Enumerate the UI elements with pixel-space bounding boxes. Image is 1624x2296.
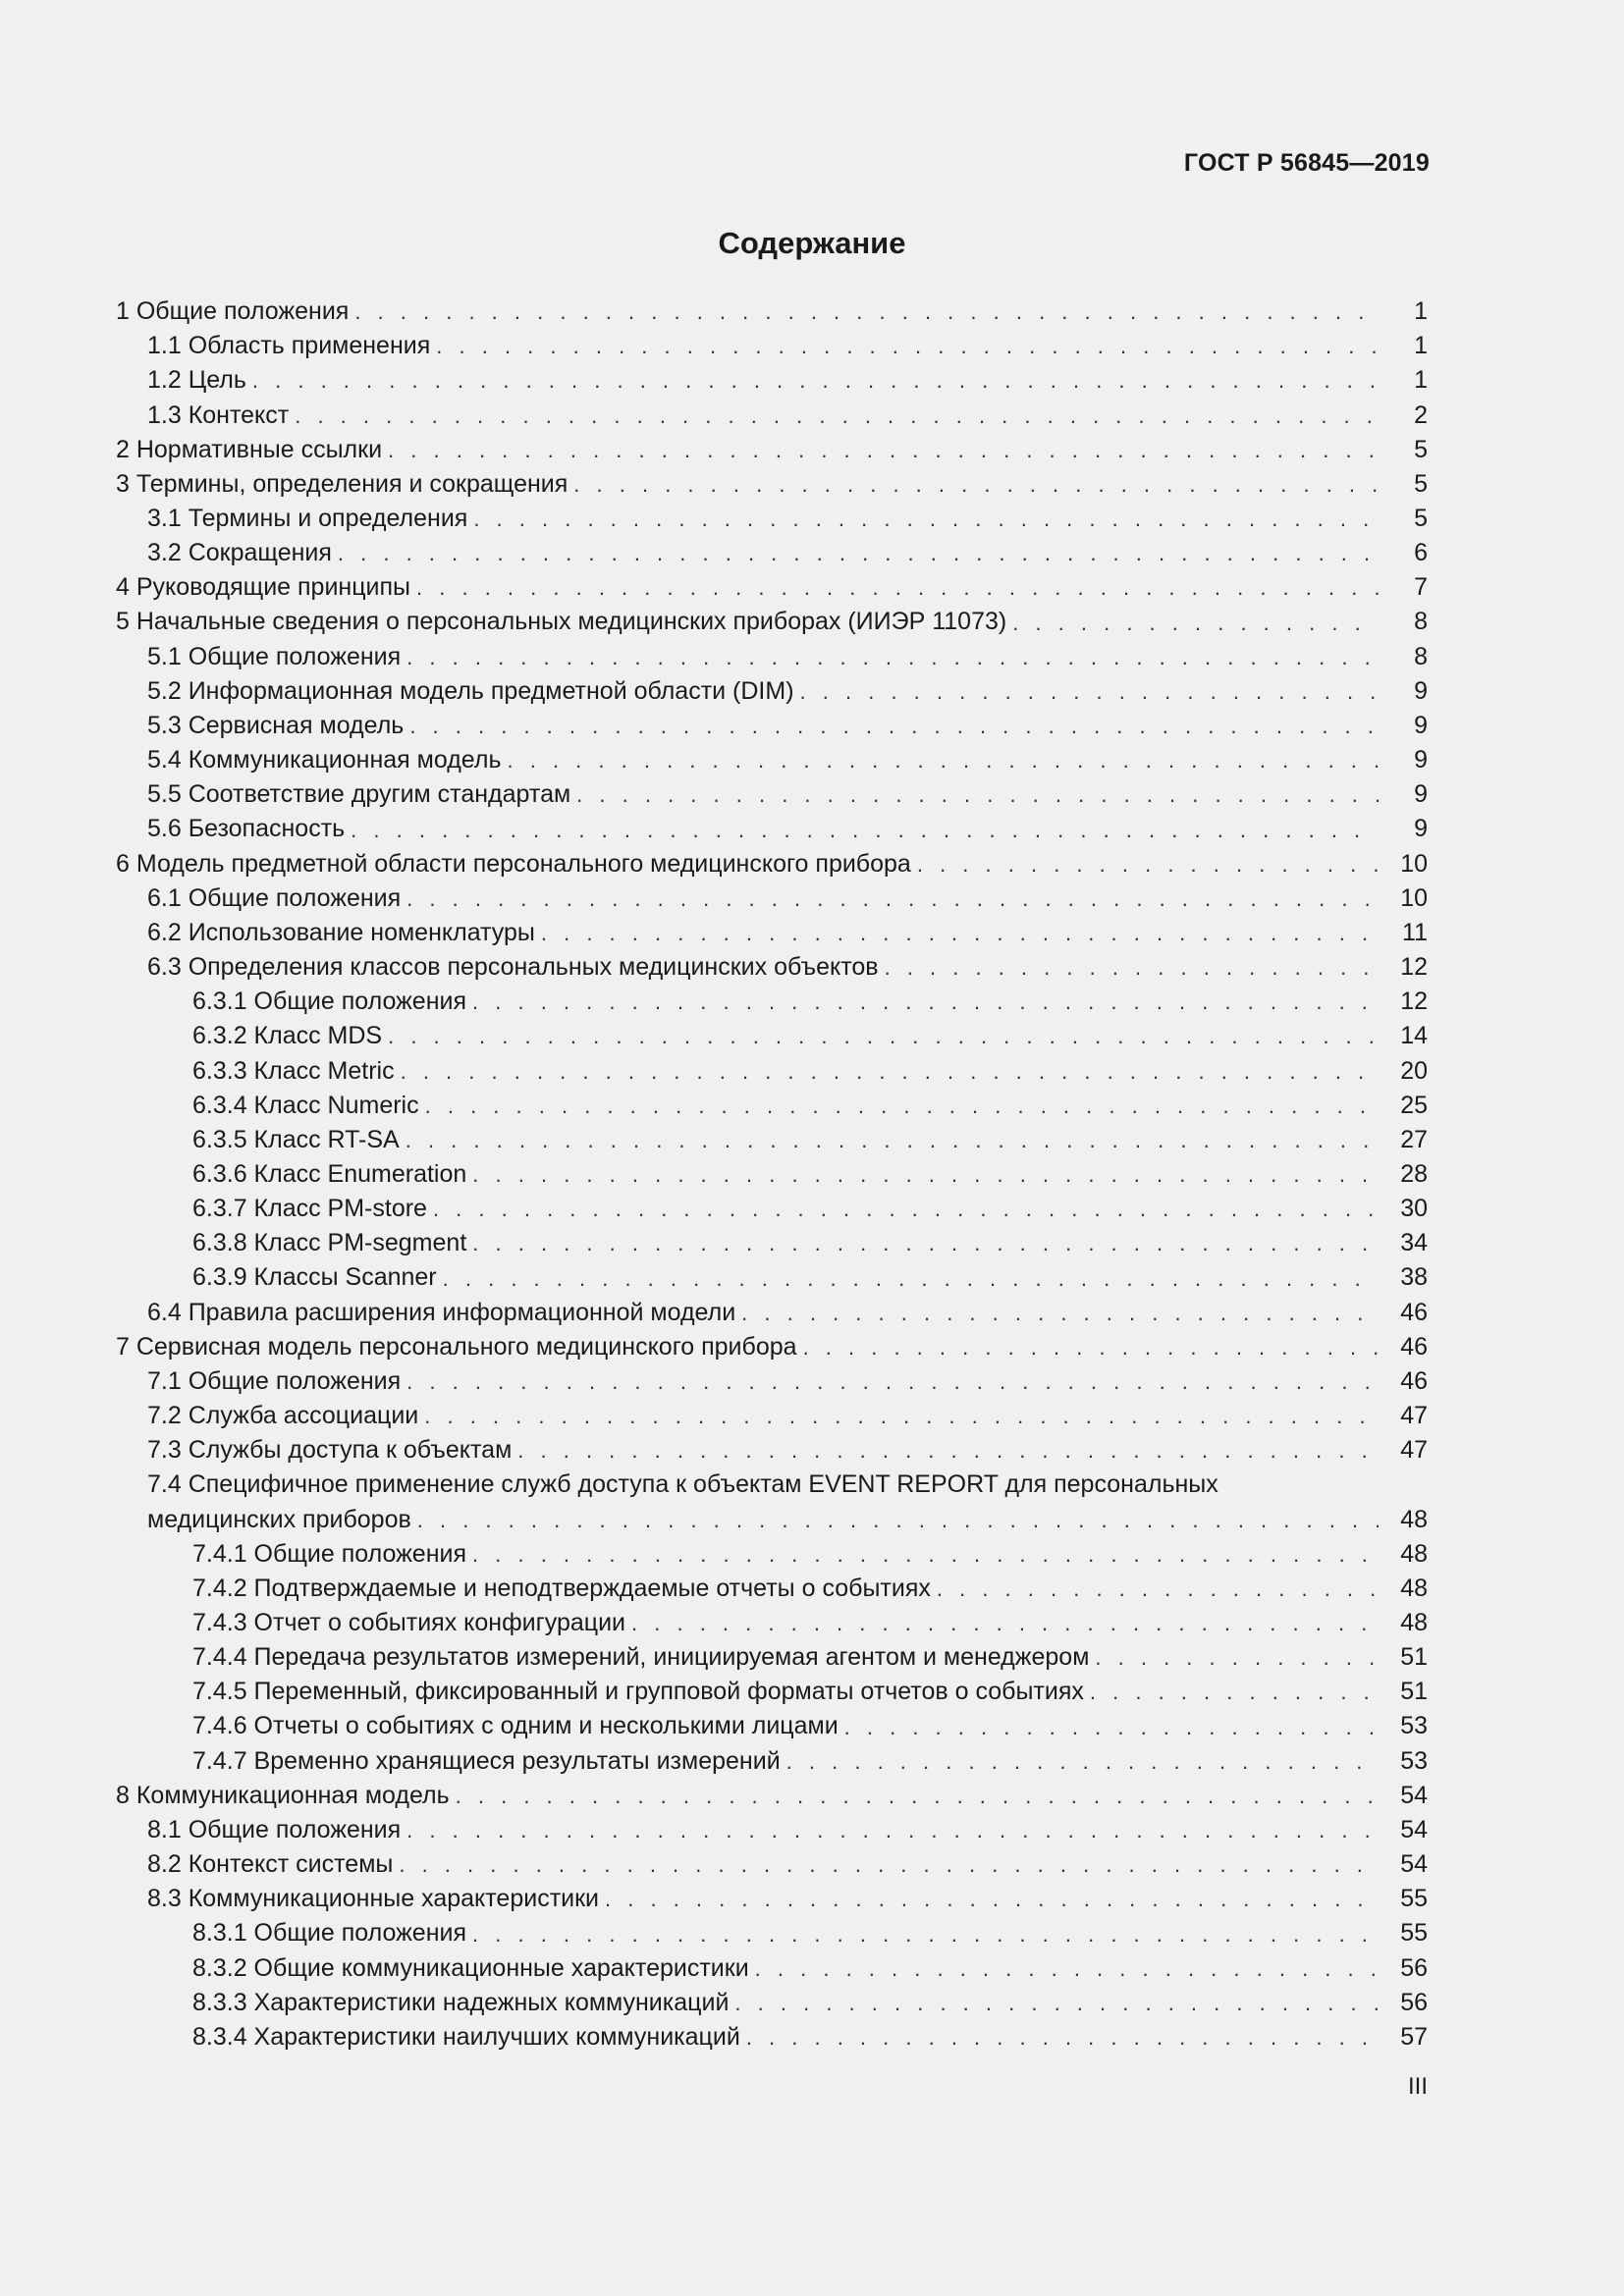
- toc-entry[interactable]: [116, 985, 1428, 1019]
- dot-leader: [473, 508, 1379, 536]
- toc-entry-title: 7.4.4 Передача результатов измерений, инициируемая агентом и менеджером: [192, 1643, 1090, 1672]
- toc-entry[interactable]: [116, 640, 1428, 674]
- dot-leader: [472, 1544, 1379, 1572]
- toc-entry-page: 47: [1400, 1436, 1428, 1465]
- toc-entry-page: 48: [1400, 1505, 1428, 1533]
- dot-leader: [576, 784, 1379, 812]
- toc-entry-page: 12: [1400, 988, 1428, 1016]
- toc-entry[interactable]: [116, 1847, 1428, 1882]
- toc-entry-title: 5.4 Коммуникационная модель: [147, 746, 502, 774]
- dot-leader: [443, 1268, 1379, 1296]
- dot-leader: [472, 1233, 1379, 1260]
- toc-entry-page: 54: [1400, 1815, 1428, 1843]
- toc-entry[interactable]: [116, 1502, 1428, 1536]
- toc-entry[interactable]: [116, 536, 1428, 570]
- toc-entry-page: 8: [1414, 608, 1428, 636]
- dot-leader: [605, 1889, 1379, 1916]
- toc-entry-page: 1: [1414, 366, 1428, 395]
- toc-entry-title: 7.4.1 Общие положения: [192, 1539, 467, 1568]
- toc-entry-page: 56: [1400, 1953, 1428, 1982]
- dot-leader: [425, 1095, 1379, 1123]
- toc-entry-title: 1.2 Цель: [147, 366, 246, 395]
- toc-entry-page: 48: [1400, 1574, 1428, 1602]
- toc-entry-page: 9: [1414, 746, 1428, 774]
- toc-entry[interactable]: [116, 1260, 1428, 1295]
- toc-entry-title: 3 Термины, определения и сокращения: [116, 469, 568, 498]
- toc-entry-page: 7: [1414, 573, 1428, 602]
- toc-entry[interactable]: [116, 1296, 1428, 1330]
- toc-entry-page: 51: [1400, 1643, 1428, 1672]
- toc-entry-page: 57: [1400, 2022, 1428, 2051]
- toc-entry-title: 6.2 Использование номенклатуры: [147, 918, 535, 946]
- toc-entry-page: 48: [1400, 1539, 1428, 1568]
- dot-leader: [456, 1786, 1379, 1813]
- toc-entry-title: 6.3.2 Класс MDS: [192, 1022, 383, 1050]
- toc-entry-page: 54: [1400, 1850, 1428, 1879]
- toc-entry-title: 5 Начальные сведения о персональных медицинских приборах (ИИЭР 11073): [116, 608, 1007, 636]
- toc-entry[interactable]: [116, 2020, 1428, 2055]
- toc-entry-title: 6.3.8 Класс PM-segment: [192, 1229, 467, 1257]
- dot-leader: [741, 1303, 1379, 1330]
- toc-entry[interactable]: [116, 709, 1428, 743]
- dot-leader: [844, 1717, 1379, 1744]
- toc-entry-title: 7.4.7 Временно хранящиеся результаты измерений: [192, 1746, 781, 1775]
- toc-entry-page: 46: [1400, 1332, 1428, 1361]
- toc-entry-title: 8.3.2 Общие коммуникационные характеристики: [192, 1953, 749, 1982]
- dot-leader: [406, 888, 1379, 916]
- dot-leader: [406, 1371, 1379, 1399]
- toc-entry-title: 8.2 Контекст системы: [147, 1850, 394, 1879]
- dot-leader: [800, 681, 1379, 709]
- dot-leader: [786, 1751, 1379, 1779]
- toc-entry-title: 7.4 Специфичное применение служб доступа к объектам EVENT REPORT для персональных: [147, 1470, 1218, 1499]
- dot-leader: [401, 1061, 1379, 1089]
- toc-entry-title: 5.5 Соответствие другим стандартам: [147, 780, 571, 809]
- dot-leader: [354, 301, 1379, 329]
- dot-leader: [417, 1510, 1379, 1537]
- dot-leader: [508, 750, 1380, 777]
- toc-entry[interactable]: [116, 812, 1428, 846]
- toc-entry-title: 6 Модель предметной области персонального медицинского прибора: [116, 849, 911, 878]
- toc-entry-title: 7.1 Общие положения: [147, 1366, 402, 1395]
- toc-entry[interactable]: [116, 1364, 1428, 1399]
- toc-entry[interactable]: [116, 467, 1428, 502]
- toc-entry-page: 25: [1400, 1091, 1428, 1119]
- toc-entry[interactable]: [116, 1330, 1428, 1364]
- dot-leader: [885, 957, 1379, 985]
- toc-entry[interactable]: [116, 1882, 1428, 1916]
- toc-entry-page: 53: [1400, 1746, 1428, 1775]
- toc-entry-page: 55: [1400, 1885, 1428, 1913]
- toc-entry-title: 8.3.3 Характеристики надежных коммуникаций: [192, 1988, 730, 2016]
- toc-entry-title: 6.4 Правила расширения информационной модели: [147, 1298, 736, 1326]
- toc-entry[interactable]: [116, 294, 1428, 329]
- dot-leader: [541, 923, 1379, 950]
- dot-leader: [433, 1199, 1379, 1226]
- toc-entry[interactable]: [116, 743, 1428, 777]
- toc-entry-page: 5: [1414, 435, 1428, 463]
- toc-entry[interactable]: [116, 674, 1428, 709]
- toc-entry-page: 46: [1400, 1366, 1428, 1395]
- toc-entry-page: 46: [1400, 1298, 1428, 1326]
- toc-entry-title: 7 Сервисная модель персонального медицинского прибора: [116, 1332, 797, 1361]
- toc-entry-page: 55: [1400, 1919, 1428, 1948]
- toc-entry[interactable]: [116, 1986, 1428, 2020]
- toc-entry-title: 5.2 Информационная модель предметной области (DIM): [147, 676, 794, 705]
- dot-leader: [406, 1130, 1379, 1157]
- dot-leader: [295, 405, 1379, 433]
- document-code: ГОСТ Р 56845—2019: [1183, 149, 1430, 177]
- toc-entry[interactable]: [116, 1572, 1428, 1606]
- toc-entry-page: 11: [1402, 918, 1428, 946]
- toc-entry[interactable]: [116, 502, 1428, 536]
- dot-leader: [746, 2027, 1379, 2055]
- toc-entry-page: 10: [1400, 883, 1428, 912]
- toc-entry-page: 1: [1414, 332, 1428, 360]
- dot-leader: [416, 577, 1379, 605]
- dot-leader: [803, 1337, 1379, 1364]
- dot-leader: [406, 647, 1379, 674]
- dot-leader: [755, 1958, 1379, 1986]
- toc-entry-page: 5: [1414, 505, 1428, 533]
- toc-entry-title: 6.3.1 Общие положения: [192, 988, 467, 1016]
- toc-entry-title: 6.1 Общие положения: [147, 883, 402, 912]
- dot-leader: [406, 1820, 1379, 1847]
- toc-entry[interactable]: [116, 570, 1428, 605]
- dot-leader: [252, 370, 1379, 398]
- toc-entry-title: 8.3.4 Характеристики наилучших коммуникаций: [192, 2022, 740, 2051]
- toc-entry[interactable]: [116, 1709, 1428, 1743]
- toc-entry-page: 27: [1400, 1125, 1428, 1153]
- toc-entry-title: 6.3.9 Классы Scanner: [192, 1263, 437, 1292]
- toc-entry-page: 20: [1400, 1056, 1428, 1085]
- toc-entry-title: 1.3 Контекст: [147, 400, 290, 429]
- toc-entry[interactable]: [116, 1157, 1428, 1192]
- toc-entry-page: 9: [1414, 815, 1428, 843]
- toc-entry-page: 5: [1414, 469, 1428, 498]
- toc-entry-title: 8.1 Общие положения: [147, 1815, 402, 1843]
- toc-entry[interactable]: [116, 1468, 1428, 1502]
- toc-entry[interactable]: [116, 398, 1428, 432]
- toc-entry[interactable]: [116, 1916, 1428, 1950]
- toc-entry-page: 9: [1414, 711, 1428, 739]
- toc-entry-title: 6.3.6 Класс Enumeration: [192, 1159, 467, 1188]
- toc-title: Содержание: [718, 226, 906, 260]
- toc-entry-page: 54: [1400, 1781, 1428, 1809]
- toc-entry[interactable]: [116, 881, 1428, 916]
- toc-entry[interactable]: [116, 1053, 1428, 1088]
- dot-leader: [573, 474, 1379, 502]
- toc-entry[interactable]: [116, 433, 1428, 467]
- toc-entry-title: 7.4.6 Отчеты о событиях с одним и несколькими лицами: [192, 1712, 839, 1740]
- dot-leader: [388, 440, 1379, 467]
- toc-entry[interactable]: [116, 1951, 1428, 1986]
- toc-entry-page: 10: [1400, 849, 1428, 878]
- toc-entry[interactable]: [116, 1606, 1428, 1640]
- dot-leader: [472, 1164, 1379, 1192]
- toc-entry-title: 3.1 Термины и определения: [147, 505, 468, 533]
- dot-leader: [388, 1026, 1379, 1053]
- toc-entry[interactable]: [116, 1019, 1428, 1053]
- toc-entry-title: 6.3.4 Класс Numeric: [192, 1091, 419, 1119]
- toc-entry-title: 1.1 Область применения: [147, 332, 431, 360]
- toc-entry[interactable]: [116, 1640, 1428, 1675]
- dot-leader: [436, 336, 1379, 363]
- toc-entry-page: 1: [1414, 297, 1428, 326]
- dot-leader: [917, 854, 1379, 881]
- dot-leader: [1012, 613, 1379, 640]
- toc-entry[interactable]: [116, 1537, 1428, 1572]
- toc-entry-title: 8.3.1 Общие положения: [192, 1919, 467, 1948]
- toc-entry[interactable]: [116, 916, 1428, 950]
- toc-entry-page: 56: [1400, 1988, 1428, 2016]
- toc-entry[interactable]: [116, 950, 1428, 985]
- toc-entry-title: 7.4.3 Отчет о событиях конфигурации: [192, 1609, 626, 1637]
- toc-entry[interactable]: [116, 1192, 1428, 1226]
- toc-entry-title: 5.3 Сервисная модель: [147, 711, 405, 739]
- toc-entry-page: 8: [1414, 642, 1428, 670]
- toc-entry-title: 6.3 Определения классов персональных медицинских объектов: [147, 953, 879, 982]
- toc-entry-title: 7.4.5 Переменный, фиксированный и групповой форматы отчетов о событиях: [192, 1678, 1084, 1706]
- dot-leader: [1095, 1647, 1379, 1675]
- dot-leader: [1090, 1682, 1379, 1709]
- dot-leader: [351, 820, 1379, 847]
- toc-entry-page: 14: [1400, 1022, 1428, 1050]
- page-number: III: [1407, 2073, 1428, 2100]
- toc-entry[interactable]: [116, 1813, 1428, 1847]
- toc-entry-title: 2 Нормативные ссылки: [116, 435, 383, 463]
- dot-leader: [424, 1406, 1379, 1433]
- dot-leader: [338, 543, 1379, 570]
- toc-entry[interactable]: [116, 777, 1428, 812]
- toc-entry-title: медицинских приборов: [147, 1505, 411, 1533]
- table-of-contents: [116, 294, 1428, 2055]
- toc-entry[interactable]: [116, 1433, 1428, 1468]
- dot-leader: [517, 1440, 1379, 1468]
- toc-entry-title: 8.3 Коммуникационные характеристики: [147, 1885, 600, 1913]
- dot-leader: [472, 1924, 1379, 1951]
- dot-leader: [631, 1613, 1379, 1640]
- toc-entry-page: 48: [1400, 1609, 1428, 1637]
- toc-entry[interactable]: [116, 1399, 1428, 1433]
- toc-entry-page: 12: [1400, 953, 1428, 982]
- toc-entry[interactable]: [116, 1226, 1428, 1260]
- dot-leader: [937, 1578, 1379, 1606]
- toc-entry[interactable]: [116, 1744, 1428, 1779]
- dot-leader: [734, 1993, 1379, 2020]
- toc-entry[interactable]: [116, 1123, 1428, 1157]
- toc-entry-title: 8 Коммуникационная модель: [116, 1781, 450, 1809]
- dot-leader: [399, 1854, 1379, 1882]
- toc-entry-title: 5.6 Безопасность: [147, 815, 346, 843]
- toc-entry-page: 34: [1400, 1229, 1428, 1257]
- toc-entry-page: 28: [1400, 1159, 1428, 1188]
- toc-entry-title: 7.4.2 Подтверждаемые и неподтверждаемые отчеты о событиях: [192, 1574, 931, 1602]
- toc-entry-page: 38: [1400, 1263, 1428, 1292]
- toc-entry[interactable]: [116, 1089, 1428, 1123]
- toc-entry-page: 9: [1414, 676, 1428, 705]
- dot-leader: [472, 991, 1379, 1019]
- toc-entry-title: 1 Общие положения: [116, 297, 350, 326]
- toc-entry[interactable]: [116, 1675, 1428, 1709]
- toc-entry-page: 30: [1400, 1195, 1428, 1223]
- toc-entry[interactable]: [116, 329, 1428, 363]
- toc-entry-title: 6.3.5 Класс RT-SA: [192, 1125, 400, 1153]
- toc-entry-title: 3.2 Сокращения: [147, 539, 332, 567]
- toc-entry-page: 51: [1400, 1678, 1428, 1706]
- toc-entry-page: 6: [1414, 539, 1428, 567]
- toc-entry-page: 47: [1400, 1402, 1428, 1430]
- toc-entry-title: 5.1 Общие положения: [147, 642, 402, 670]
- toc-entry-title: 7.2 Служба ассоциации: [147, 1402, 419, 1430]
- toc-entry-page: 9: [1414, 780, 1428, 809]
- toc-entry[interactable]: [116, 363, 1428, 398]
- toc-entry-title: 6.3.3 Класс Metric: [192, 1056, 395, 1085]
- toc-entry-page: 2: [1414, 400, 1428, 429]
- toc-entry[interactable]: [116, 847, 1428, 881]
- dot-leader: [409, 716, 1379, 743]
- toc-entry-page: 53: [1400, 1712, 1428, 1740]
- toc-entry-title: 7.3 Службы доступа к объектам: [147, 1436, 513, 1465]
- toc-entry[interactable]: [116, 605, 1428, 639]
- toc-entry[interactable]: [116, 1779, 1428, 1813]
- toc-entry-title: 4 Руководящие принципы: [116, 573, 411, 602]
- toc-entry-title: 6.3.7 Класс PM-store: [192, 1195, 427, 1223]
